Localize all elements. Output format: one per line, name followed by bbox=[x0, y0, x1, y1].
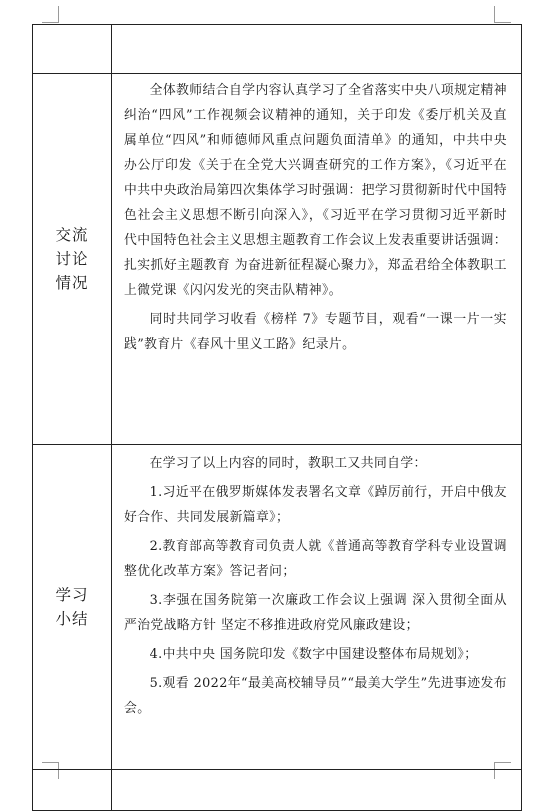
empty-content-cell-top bbox=[112, 25, 522, 74]
meeting-record-table bbox=[32, 24, 522, 811]
summary-label-cell bbox=[33, 445, 112, 770]
table-row-empty-top bbox=[33, 25, 522, 74]
discussion-content-cell bbox=[112, 74, 522, 445]
discussion-label-line: 交流 bbox=[55, 226, 89, 244]
table-row-empty-bottom bbox=[33, 770, 522, 811]
summary-paragraph: 1.习近平在俄罗斯媒体发表署名文章《踔厉前行，开启中俄友好合作、共同发展新篇章》； bbox=[124, 485, 507, 525]
summary-paragraph: 4.中共中央 国务院印发《数字中国建设整体布局规划》； bbox=[149, 647, 478, 662]
discussion-label-cell bbox=[33, 74, 112, 445]
empty-content-cell-bottom bbox=[112, 770, 522, 811]
table-row-summary bbox=[33, 445, 522, 770]
empty-label-cell-top bbox=[33, 25, 112, 74]
summary-paragraph: 5.观看 2022年“最美高校辅导员”“最美大学生”先进事迹发布会。 bbox=[124, 676, 507, 716]
discussion-paragraph: 全体教师结合自学内容认真学习了全省落实中央八项规定精神纠治“四风”工作视频会议精神的通知，关于印发《委厅机关及直属单位“四风”和师德师风重点问题负面清单》的通知，中共中央办公厅印发《关于在全党大兴调查研究的工作方案》，《习近平在中共中央政治局第四次集体学习时强调：把学习贯彻新时代中国特色社会主义思想不断引向深入》，《习近平在学习贯彻习近平新时代中国特色社会主义思想主题教育工作会议上发表重要讲话强调：扎实抓好主题教育 为奋进新征程凝心聚力》，郑孟君给全体教职工上微党课《闪闪发光的突击队精神》。 bbox=[124, 83, 507, 298]
summary-content-cell bbox=[112, 445, 522, 770]
summary-paragraph: 3.李强在国务院第一次廉政工作会议上强调 深入贯彻全面从严治党战略方针 坚定不移推进政府党风廉政建设； bbox=[124, 593, 507, 633]
summary-paragraph: 在学习了以上内容的同时，教职工又共同自学： bbox=[149, 456, 427, 471]
summary-label-line: 学习 bbox=[55, 586, 89, 604]
summary-label-line: 小结 bbox=[55, 610, 89, 628]
crop-mark-top-right bbox=[494, 6, 511, 23]
crop-mark-top-left bbox=[42, 6, 59, 23]
discussion-label-line: 情况 bbox=[55, 274, 89, 292]
discussion-paragraph: 同时共同学习收看《榜样 7》专题节目，观看“一课一片一实践”教育片《春风十里义工路》纪录片。 bbox=[124, 312, 507, 352]
empty-label-cell-bottom bbox=[33, 770, 112, 811]
table-row-discussion bbox=[33, 74, 522, 445]
summary-paragraph: 2.教育部高等教育司负责人就《普通高等教育学科专业设置调整优化改革方案》答记者问； bbox=[124, 539, 507, 579]
discussion-label-line: 讨论 bbox=[55, 250, 89, 268]
